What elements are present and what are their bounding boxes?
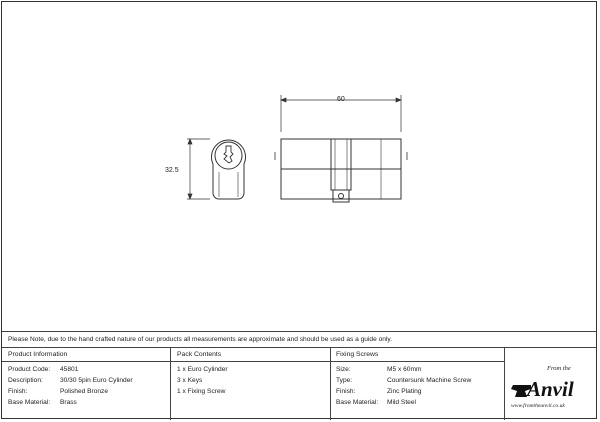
screw-finish-value: Zinc Plating [387,388,422,395]
screw-type-label: Type: [336,377,353,384]
divider-col-2 [330,347,331,420]
screw-material-value: Mild Steel [387,399,416,406]
screw-type-value: Countersunk Machine Screw [387,377,472,384]
svg-text:Anvil: Anvil [527,377,574,401]
screw-hole [339,194,344,199]
base-material-value: Brass [60,399,77,406]
pack-item: 3 x Keys [177,377,203,384]
side-view-body [281,139,401,169]
height-dimension-label: 32.5 [165,167,179,174]
side-view-lower-body [281,169,401,199]
finish-value: Polished Bronze [60,388,109,395]
measurement-note: Please Note, due to the hand crafted nature of our products all measurements are approximate and should be used as a guide only. [8,336,393,343]
base-material-label: Base Material: [8,399,51,406]
fixing-screws-title: Fixing Screws [336,351,379,358]
front-view [212,140,246,199]
product-information-title: Product Information [8,351,68,358]
width-dimension-label: 60 [337,96,345,103]
height-dimension [187,139,210,199]
divider-header [2,361,505,362]
keyway-icon [224,146,233,163]
divider-note [2,347,597,348]
product-code-label: Product Code: [8,366,51,373]
side-view-cam [331,139,351,190]
finish-label: Finish: [8,388,28,395]
divider-col-1 [170,347,171,420]
svg-text:www.fromtheanvil.co.uk: www.fromtheanvil.co.uk [511,403,565,409]
pack-item: 1 x Euro Cylinder [177,366,228,373]
product-code-value: 45801 [60,366,79,373]
screw-finish-label: Finish: [336,388,356,395]
screw-material-label: Base Material: [336,399,379,406]
pack-item: 1 x Fixing Screw [177,388,226,395]
side-view [275,139,407,202]
screw-size-label: Size: [336,366,351,373]
divider-top [2,331,597,332]
front-view-inner-line [219,172,238,197]
description-label: Description: [8,377,43,384]
svg-text:From the: From the [547,365,571,372]
pack-contents-title: Pack Contents [177,351,222,358]
from-the-anvil-logo [505,358,593,414]
description-value: 30/30 5pin Euro Cylinder [60,377,133,384]
screw-hole-box [333,190,349,202]
screw-size-value: M5 x 60mm [387,366,422,373]
